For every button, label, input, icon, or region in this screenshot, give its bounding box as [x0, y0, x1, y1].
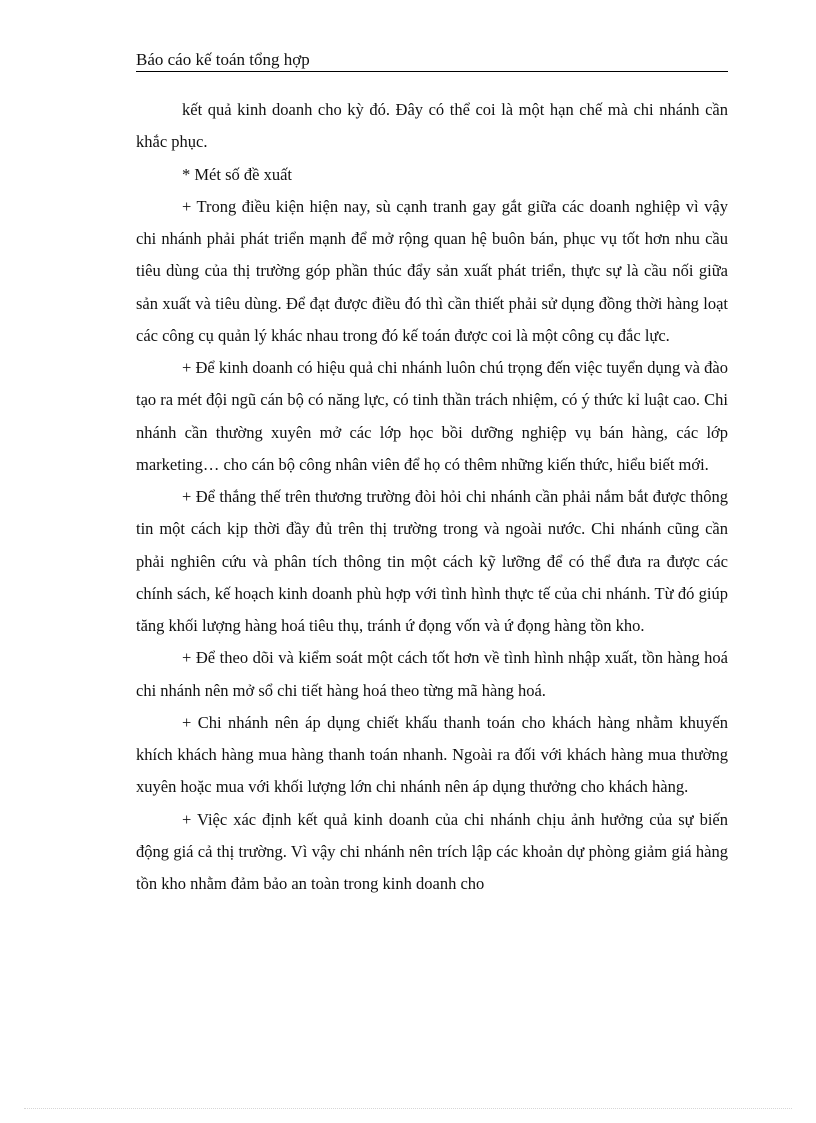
proposals-heading: * Mét số đề xuất	[182, 164, 292, 184]
paragraph-proposal-1: + Trong điều kiện hiện nay, sù cạnh tranh gay gắt giữa các doanh nghiệp vì vậy chi nhánh phải phát triển mạnh để mở rộng quan hệ buôn bán, phục vụ tốt hơn nhu cầu tiêu dùng của thị trường góp phần thúc đẩy sản xuất phát triển, thực sự là cầu nối giữa sản xuất và tiêu dùng. Để đạt được điều đó thì cần thiết phải sử dụng đồng thời hàng loạt các công cụ quản lý khác nhau trong đó kế toán được coi là một công cụ đắc lực.	[136, 196, 728, 345]
body-text	[136, 94, 728, 900]
paragraph-proposal-3: + Để thắng thế trên thương trường đòi hỏi chi nhánh cần phải nắm bắt được thông tin một cách kịp thời đầy đủ trên thị trường trong và ngoài nước. Chi nhánh cũng cần phải nghiên cứu và phân tích thông tin một cách kỹ lưỡng để có thể đưa ra được các chính sách, kế hoạch kinh doanh phù hợp với tình hình thực tế của chi nhánh. Từ đó giúp tăng khối lượng hàng hoá tiêu thụ, tránh ứ đọng vốn và ứ đọng hàng tồn kho.	[136, 487, 728, 635]
header-rule	[136, 71, 728, 72]
paragraph-proposal-2: + Để kinh doanh có hiệu quả chi nhánh luôn chú trọng đến việc tuyển dụng và đào tạo ra mét đội ngũ cán bộ có năng lực, có tinh thần trách nhiệm, có ý thức kỉ luật cao. Chi nhánh cần thường xuyên mở các lớp học bồi dưỡng nghiệp vụ bán hàng, các lớp marketing… cho cán bộ công nhân viên để họ có thêm những kiến thức, hiểu biết mới.	[136, 358, 728, 474]
paragraph-continuation: kết quả kinh doanh cho kỳ đó. Đây có thể coi là một hạn chế mà chi nhánh cần khắc phục.	[136, 100, 728, 152]
paragraph-proposal-6: + Việc xác định kết quả kinh doanh của chi nhánh chịu ảnh hưởng của sự biến động giá cả thị trường. Vì vậy chi nhánh nên trích lập các khoản dự phòng giảm giá hàng tồn kho nhằm đảm bảo an toàn trong kinh doanh cho	[136, 809, 728, 893]
footer-dotted-line	[24, 1108, 792, 1109]
running-header: Báo cáo kế toán tổng hợp	[136, 50, 310, 69]
paragraph-proposal-5: + Chi nhánh nên áp dụng chiết khấu thanh toán cho khách hàng nhằm khuyến khích khách hàng mua hàng thanh toán nhanh. Ngoài ra đối với khách hàng mua thường xuyên hoặc mua với khối lượng lớn chi nhánh nên áp dụng thưởng cho khách hàng.	[136, 712, 728, 797]
paragraph-proposal-4: + Để theo dõi và kiểm soát một cách tốt hơn về tình hình nhập xuất, tồn hàng hoá chi nhánh nên mở sổ chi tiết hàng hoá theo từng mã hàng hoá.	[136, 648, 728, 700]
